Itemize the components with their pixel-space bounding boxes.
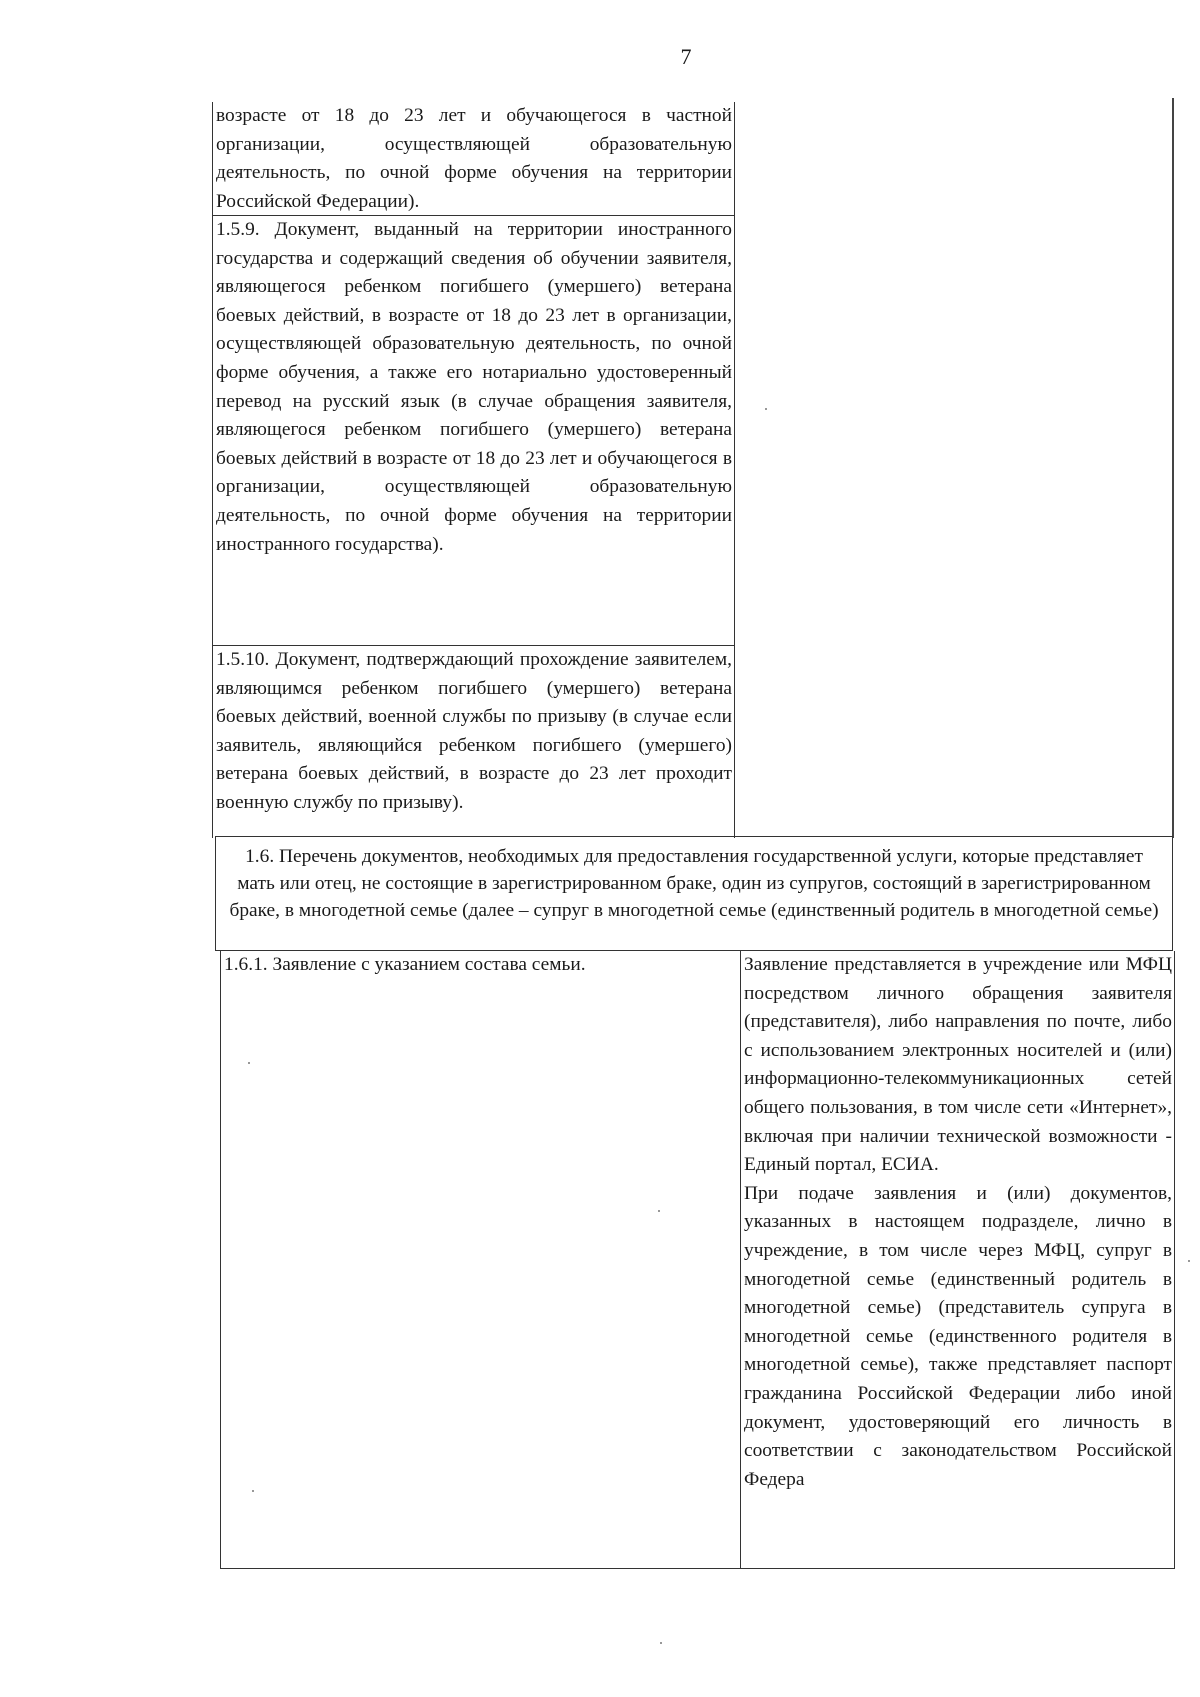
table-right-border-upper — [1172, 98, 1174, 838]
cell-1-5-8-continuation — [212, 102, 735, 216]
cell-1-5-8-text: возрасте от 18 до 23 лет и обучающегося в частной организации, осуществляющей образовательную деятельность, по очной форме обучения на территории Российской Федерации). — [216, 105, 732, 212]
cell-1-5-9 — [212, 216, 735, 646]
scan-speck — [248, 1062, 250, 1064]
page-number: 7 — [680, 44, 692, 69]
cell-1-5-9-text: 1.5.9. Документ, выданный на территории иностранного государства и содержащий сведения об обучении заявителя, являющегося ребенком погибшего (умершего) ветерана боевых действий, в возрасте от 18 до 23 лет в организации, осуществляющей образовательную деятельность, по очной форме обучения, а также его нотариально удостоверенный перевод на русский язык (в случае обращения заявителя, являющегося ребенком погибшего (умершего) ветерана боевых действий в возрасте от 18 до 23 лет и обучающегося в организации, осуществляющей образовательную деятельность, по очной форме обучения на территории иностранного государства). — [216, 219, 732, 555]
cell-1-6-1-description-p1: Заявление представляется в учреждение или МФЦ посредством личного обращения заявителя (представителя), либо направления по почте, либо с использованием электронных носителей и (или) информационно-телекоммуникационных сетей общего пользования, в том числе сети «Интернет», включая при наличии технической возможности - Единый портал, ЕСИА. — [744, 954, 1172, 1176]
cell-1-6-1-left-text: 1.6.1. Заявление с указанием состава семьи. — [224, 954, 586, 975]
scan-speck — [1188, 1260, 1190, 1262]
section-1-6-header — [215, 836, 1173, 951]
scan-speck — [252, 1490, 254, 1492]
cell-1-5-10-text: 1.5.10. Документ, подтверждающий прохождение заявителем, являющимся ребенком погибшего (умершего) ветерана боевых действий, военной службы по призыву (в случае если заявитель, являющийся ребенком погибшего (умершего) ветерана боевых действий, в возрасте до 23 лет проходит военную службу по призыву). — [216, 649, 732, 813]
section-1-6-header-text: 1.6. Перечень документов, необходимых для предоставления государственной услуги, которые представляет мать или отец, не состоящие в зарегистрированном браке, один из супругов, состоящий в зарегистрированном браке, в многодетной семье (далее – супруг в многодетной семье (единственный родитель в многодетной семье) — [229, 846, 1159, 921]
scan-speck — [660, 1642, 662, 1644]
scan-speck — [765, 408, 767, 410]
cell-1-6-1-right — [740, 951, 1175, 1569]
cell-1-5-10 — [212, 646, 735, 838]
scan-speck — [658, 1210, 660, 1212]
cell-1-6-1-description-p2: При подаче заявления и (или) документов, указанных в настоящем подразделе, лично в учреждение, в том числе через МФЦ, супруг в многодетной семье (единственный родитель в многодетной семье) (представитель супруга в многодетной семье (единственного родителя в многодетной семье), также представляет паспорт гражданина Российской Федерации либо иной документ, удостоверяющий его личность в соответствии с законодательством Российской Федера — [744, 1182, 1172, 1490]
cell-1-6-1-left — [220, 951, 740, 1569]
